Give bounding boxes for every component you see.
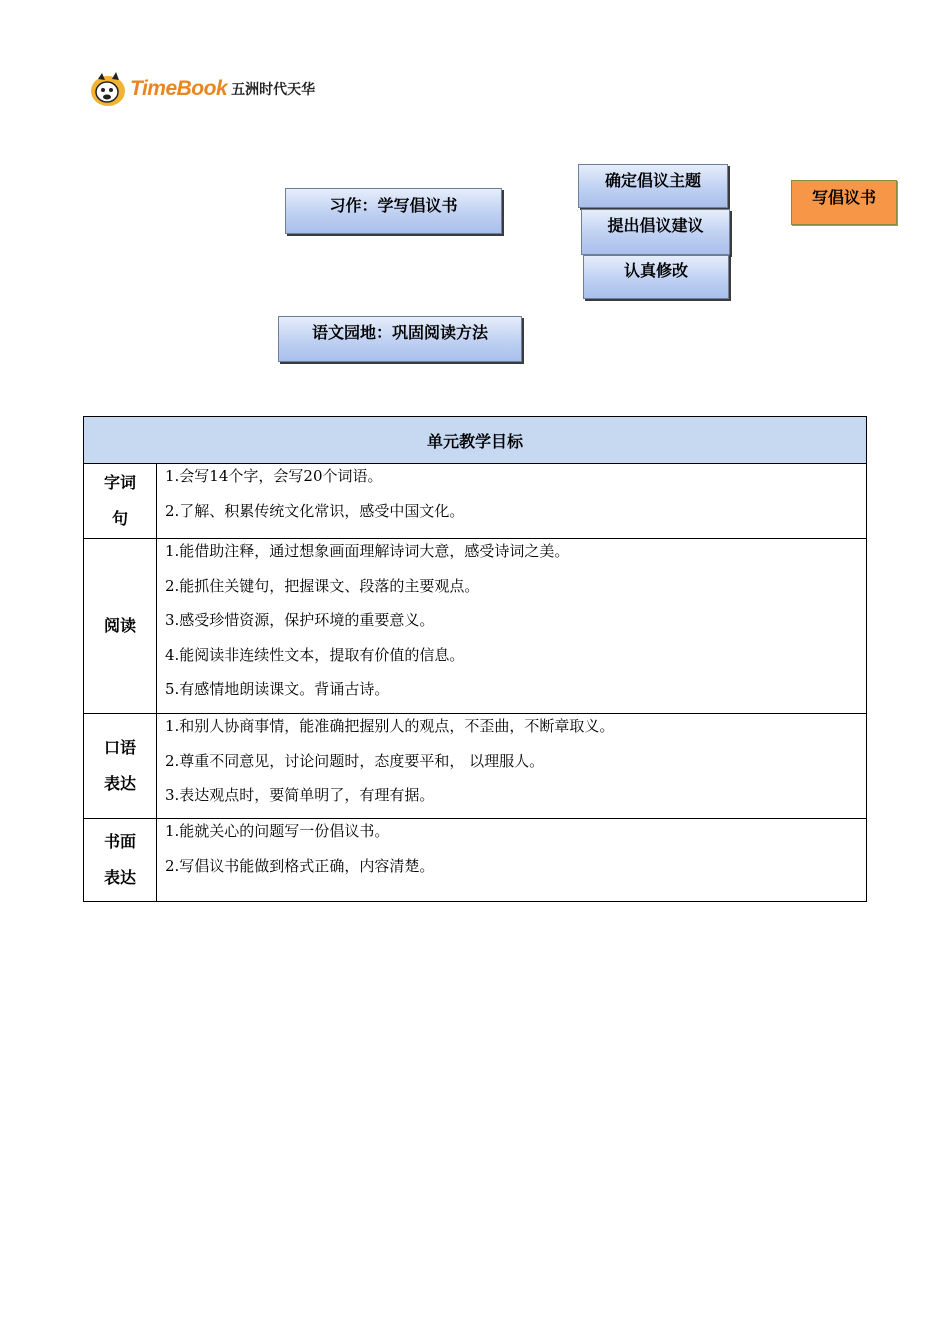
category-cell bbox=[84, 464, 157, 539]
table-row bbox=[84, 464, 867, 539]
step-suggestion-label: 提出倡议建议 bbox=[607, 216, 704, 235]
goal-item: 2.能抓住关键句，把握课文、段落的主要观点。 bbox=[165, 576, 480, 595]
writing-task-box bbox=[285, 188, 502, 234]
table-row bbox=[84, 714, 867, 819]
category-label-line2: 表达 bbox=[103, 774, 136, 793]
step-revise-label: 认真修改 bbox=[623, 261, 688, 280]
table-title: 单元教学目标 bbox=[84, 417, 867, 464]
goal-item: 4.能阅读非连续性文本，提取有价值的信息。 bbox=[165, 645, 465, 664]
goal-label: 写倡议书 bbox=[811, 188, 876, 207]
goal-item: 2.尊重不同意见，讨论问题时，态度要平和， 以理服人。 bbox=[165, 751, 545, 770]
logo-brand-text: TimeBook bbox=[130, 77, 228, 100]
step-topic-box bbox=[578, 164, 728, 208]
step-topic-label: 确定倡议主题 bbox=[604, 171, 701, 190]
category-cell bbox=[84, 714, 157, 819]
step-revise-box bbox=[583, 255, 729, 299]
category-label-line2: 句 bbox=[111, 509, 128, 528]
logo-chinese-text: 五洲时代天华 bbox=[231, 82, 316, 98]
category-label-line1: 字词 bbox=[103, 473, 136, 492]
goal-item: 2.写倡议书能做到格式正确，内容清楚。 bbox=[165, 856, 435, 875]
goal-item: 5.有感情地朗读课文。背诵古诗。 bbox=[165, 680, 390, 699]
table-header-row bbox=[84, 417, 867, 464]
category-label-line1: 口语 bbox=[103, 738, 136, 757]
category-label-line1: 阅读 bbox=[103, 616, 136, 635]
goal-item: 1.和别人协商事情，能准确把握别人的观点，不歪曲，不断章取义。 bbox=[165, 717, 615, 735]
goal-items-cell bbox=[157, 819, 867, 902]
goal-box bbox=[791, 180, 897, 225]
table-row bbox=[84, 539, 867, 714]
cow-mascot-icon bbox=[88, 69, 128, 109]
category-cell bbox=[84, 539, 157, 714]
writing-task-label: 习作：学写倡议书 bbox=[329, 196, 458, 215]
goal-item: 1.能借助注释，通过想象画面理解诗词大意，感受诗词之美。 bbox=[165, 542, 570, 560]
category-cell bbox=[84, 819, 157, 902]
goal-item: 2.了解、积累传统文化常识，感受中国文化。 bbox=[165, 501, 465, 520]
category-label-line1: 书面 bbox=[103, 832, 136, 851]
table-row bbox=[84, 819, 867, 902]
step-suggestion-box bbox=[581, 209, 730, 255]
goal-item: 1.会写14个字，会写20个词语。 bbox=[165, 467, 383, 485]
goal-items-cell bbox=[157, 714, 867, 819]
category-label-line2: 表达 bbox=[103, 868, 136, 887]
language-garden-box bbox=[278, 316, 522, 362]
goal-item: 3.表达观点时，要简单明了，有理有据。 bbox=[165, 786, 435, 805]
language-garden-label: 语文园地：巩固阅读方法 bbox=[311, 323, 488, 342]
timebook-logo bbox=[88, 68, 315, 110]
goal-items-cell bbox=[157, 539, 867, 714]
goal-items-cell bbox=[157, 464, 867, 539]
goal-item: 3.感受珍惜资源，保护环境的重要意义。 bbox=[165, 611, 435, 630]
unit-goals-table bbox=[83, 416, 867, 902]
goal-item: 1.能就关心的问题写一份倡议书。 bbox=[165, 822, 390, 840]
